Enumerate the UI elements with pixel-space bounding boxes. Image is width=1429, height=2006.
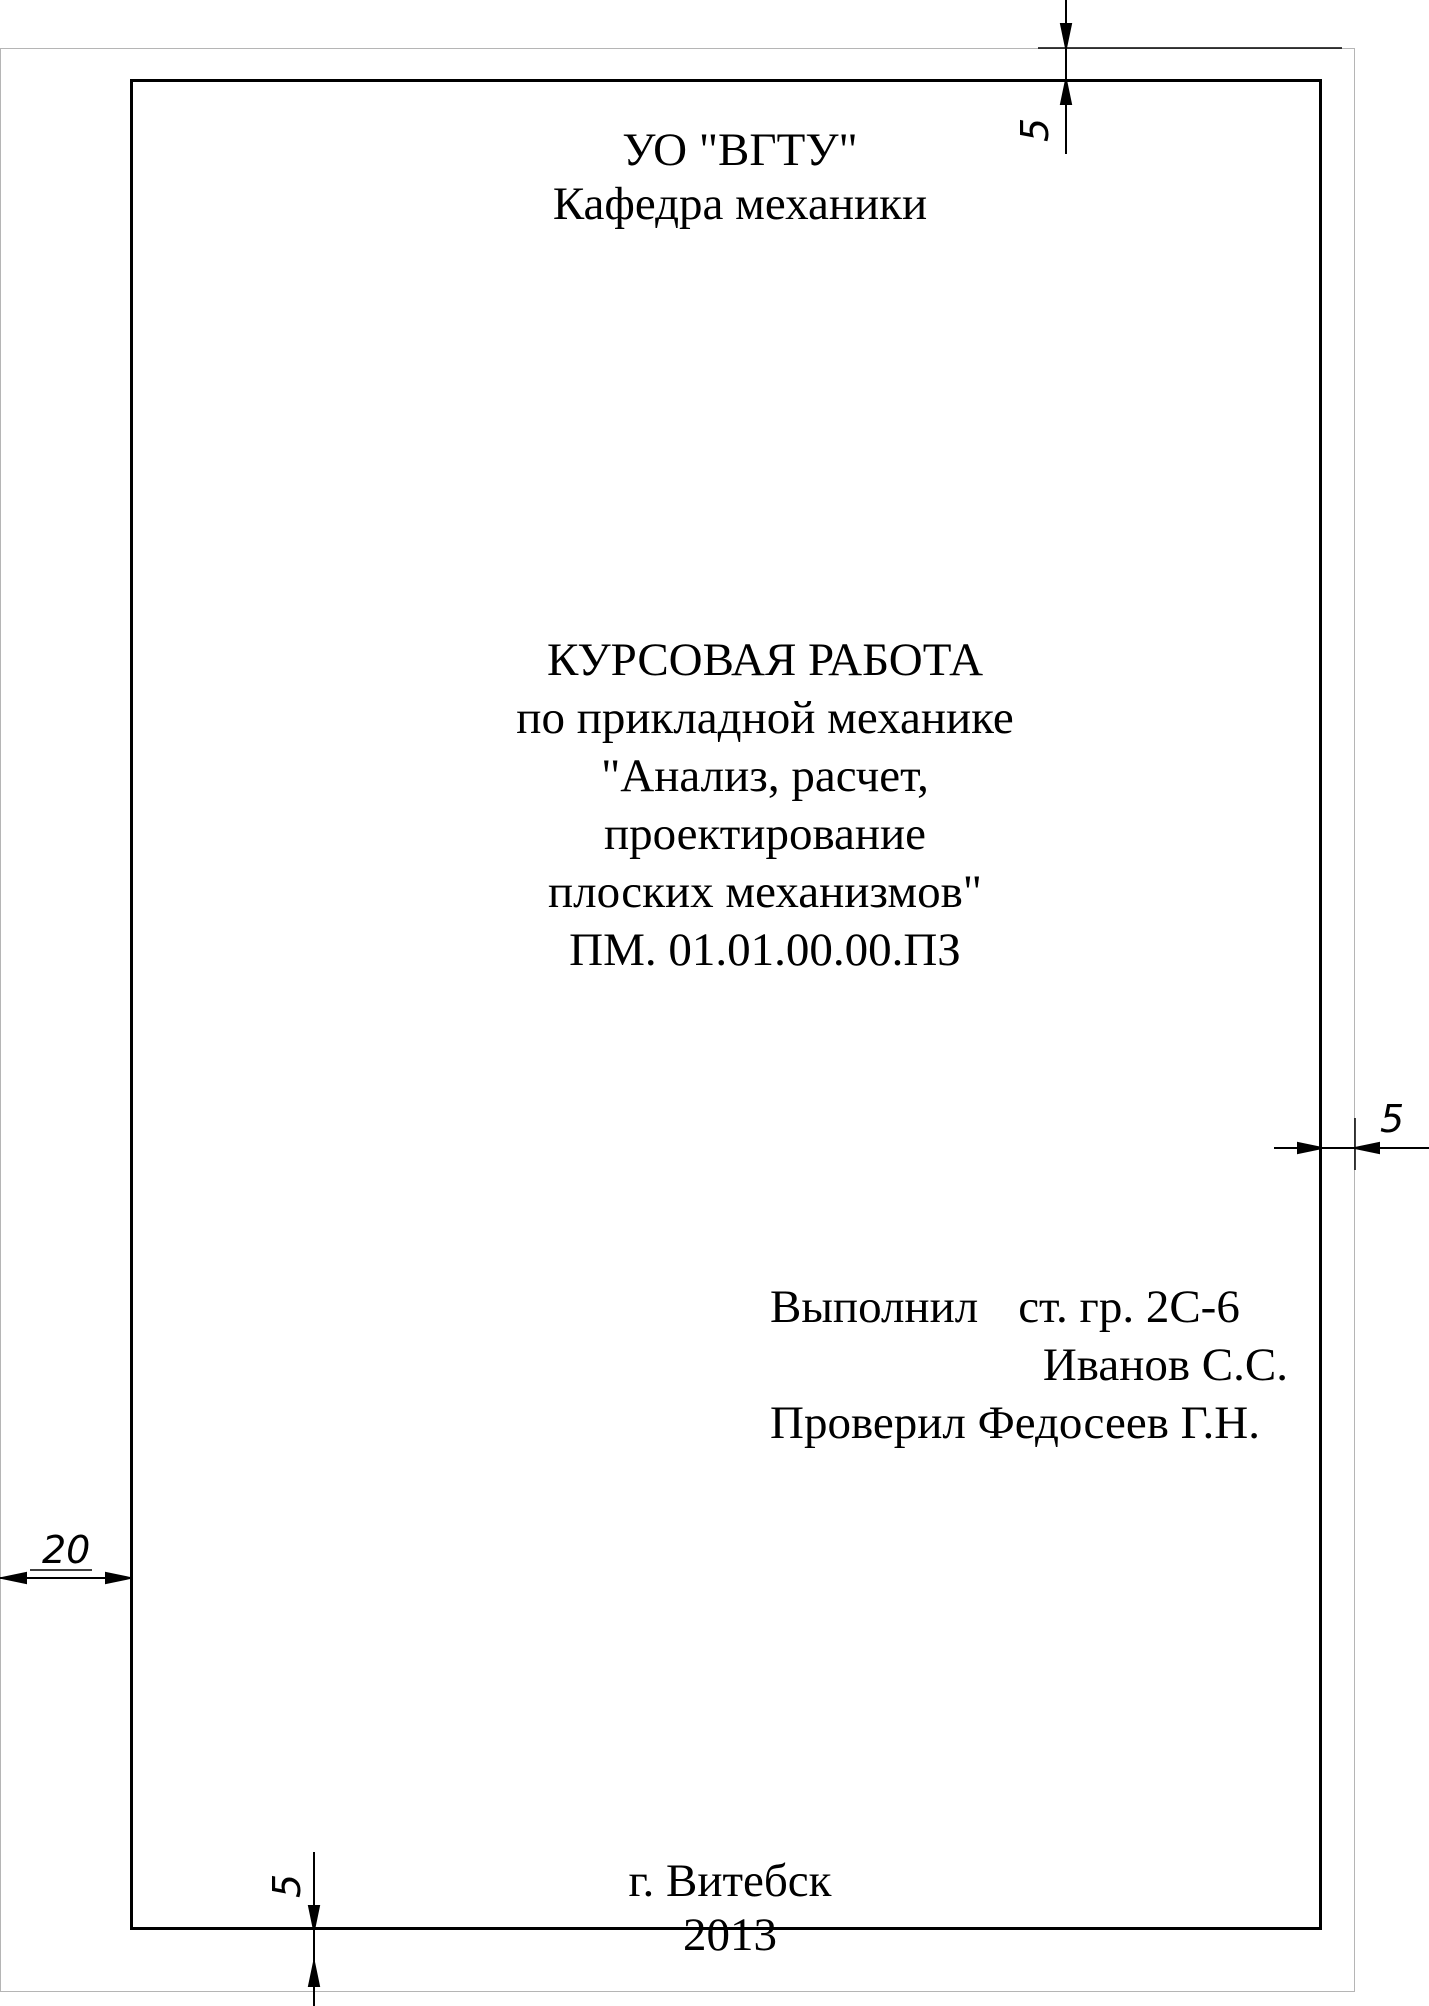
right-margin-label: 5 — [1380, 1097, 1405, 1141]
footer-block — [530, 1854, 930, 1962]
topic-line-3: плоских механизмов" — [548, 866, 982, 918]
top-margin-label: 5 — [1013, 117, 1057, 142]
signature-block — [770, 1278, 1290, 1452]
bottom-margin-dimension — [309, 1852, 319, 2006]
organization-name: УО "ВГТУ" — [622, 124, 858, 176]
subject: по прикладной механике — [516, 692, 1014, 744]
checked-by: Проверил Федосеев Г.Н. — [770, 1397, 1260, 1449]
header-block — [380, 123, 1100, 231]
department-name: Кафедра механики — [552, 178, 928, 230]
right-margin-dimension — [1274, 1118, 1429, 1170]
topic-line-1: "Анализ, расчет, — [601, 750, 929, 802]
document-code: ПМ. 01.01.00.00.ПЗ — [569, 924, 961, 976]
year: 2013 — [683, 1909, 777, 1961]
performed-label: Выполнил — [770, 1281, 979, 1333]
topic-line-2: проектирование — [603, 808, 927, 860]
city: г. Витебск — [628, 1855, 832, 1907]
performer-name: Иванов С.С. — [1042, 1339, 1288, 1391]
performed-group: ст. гр. 2С-6 — [1018, 1281, 1240, 1333]
bottom-margin-label: 5 — [265, 1873, 309, 1898]
left-margin-label: 20 — [42, 1528, 91, 1572]
title-block — [380, 631, 1150, 979]
performed-by-row — [770, 1278, 1290, 1336]
work-type: КУРСОВАЯ РАБОТА — [546, 634, 984, 686]
